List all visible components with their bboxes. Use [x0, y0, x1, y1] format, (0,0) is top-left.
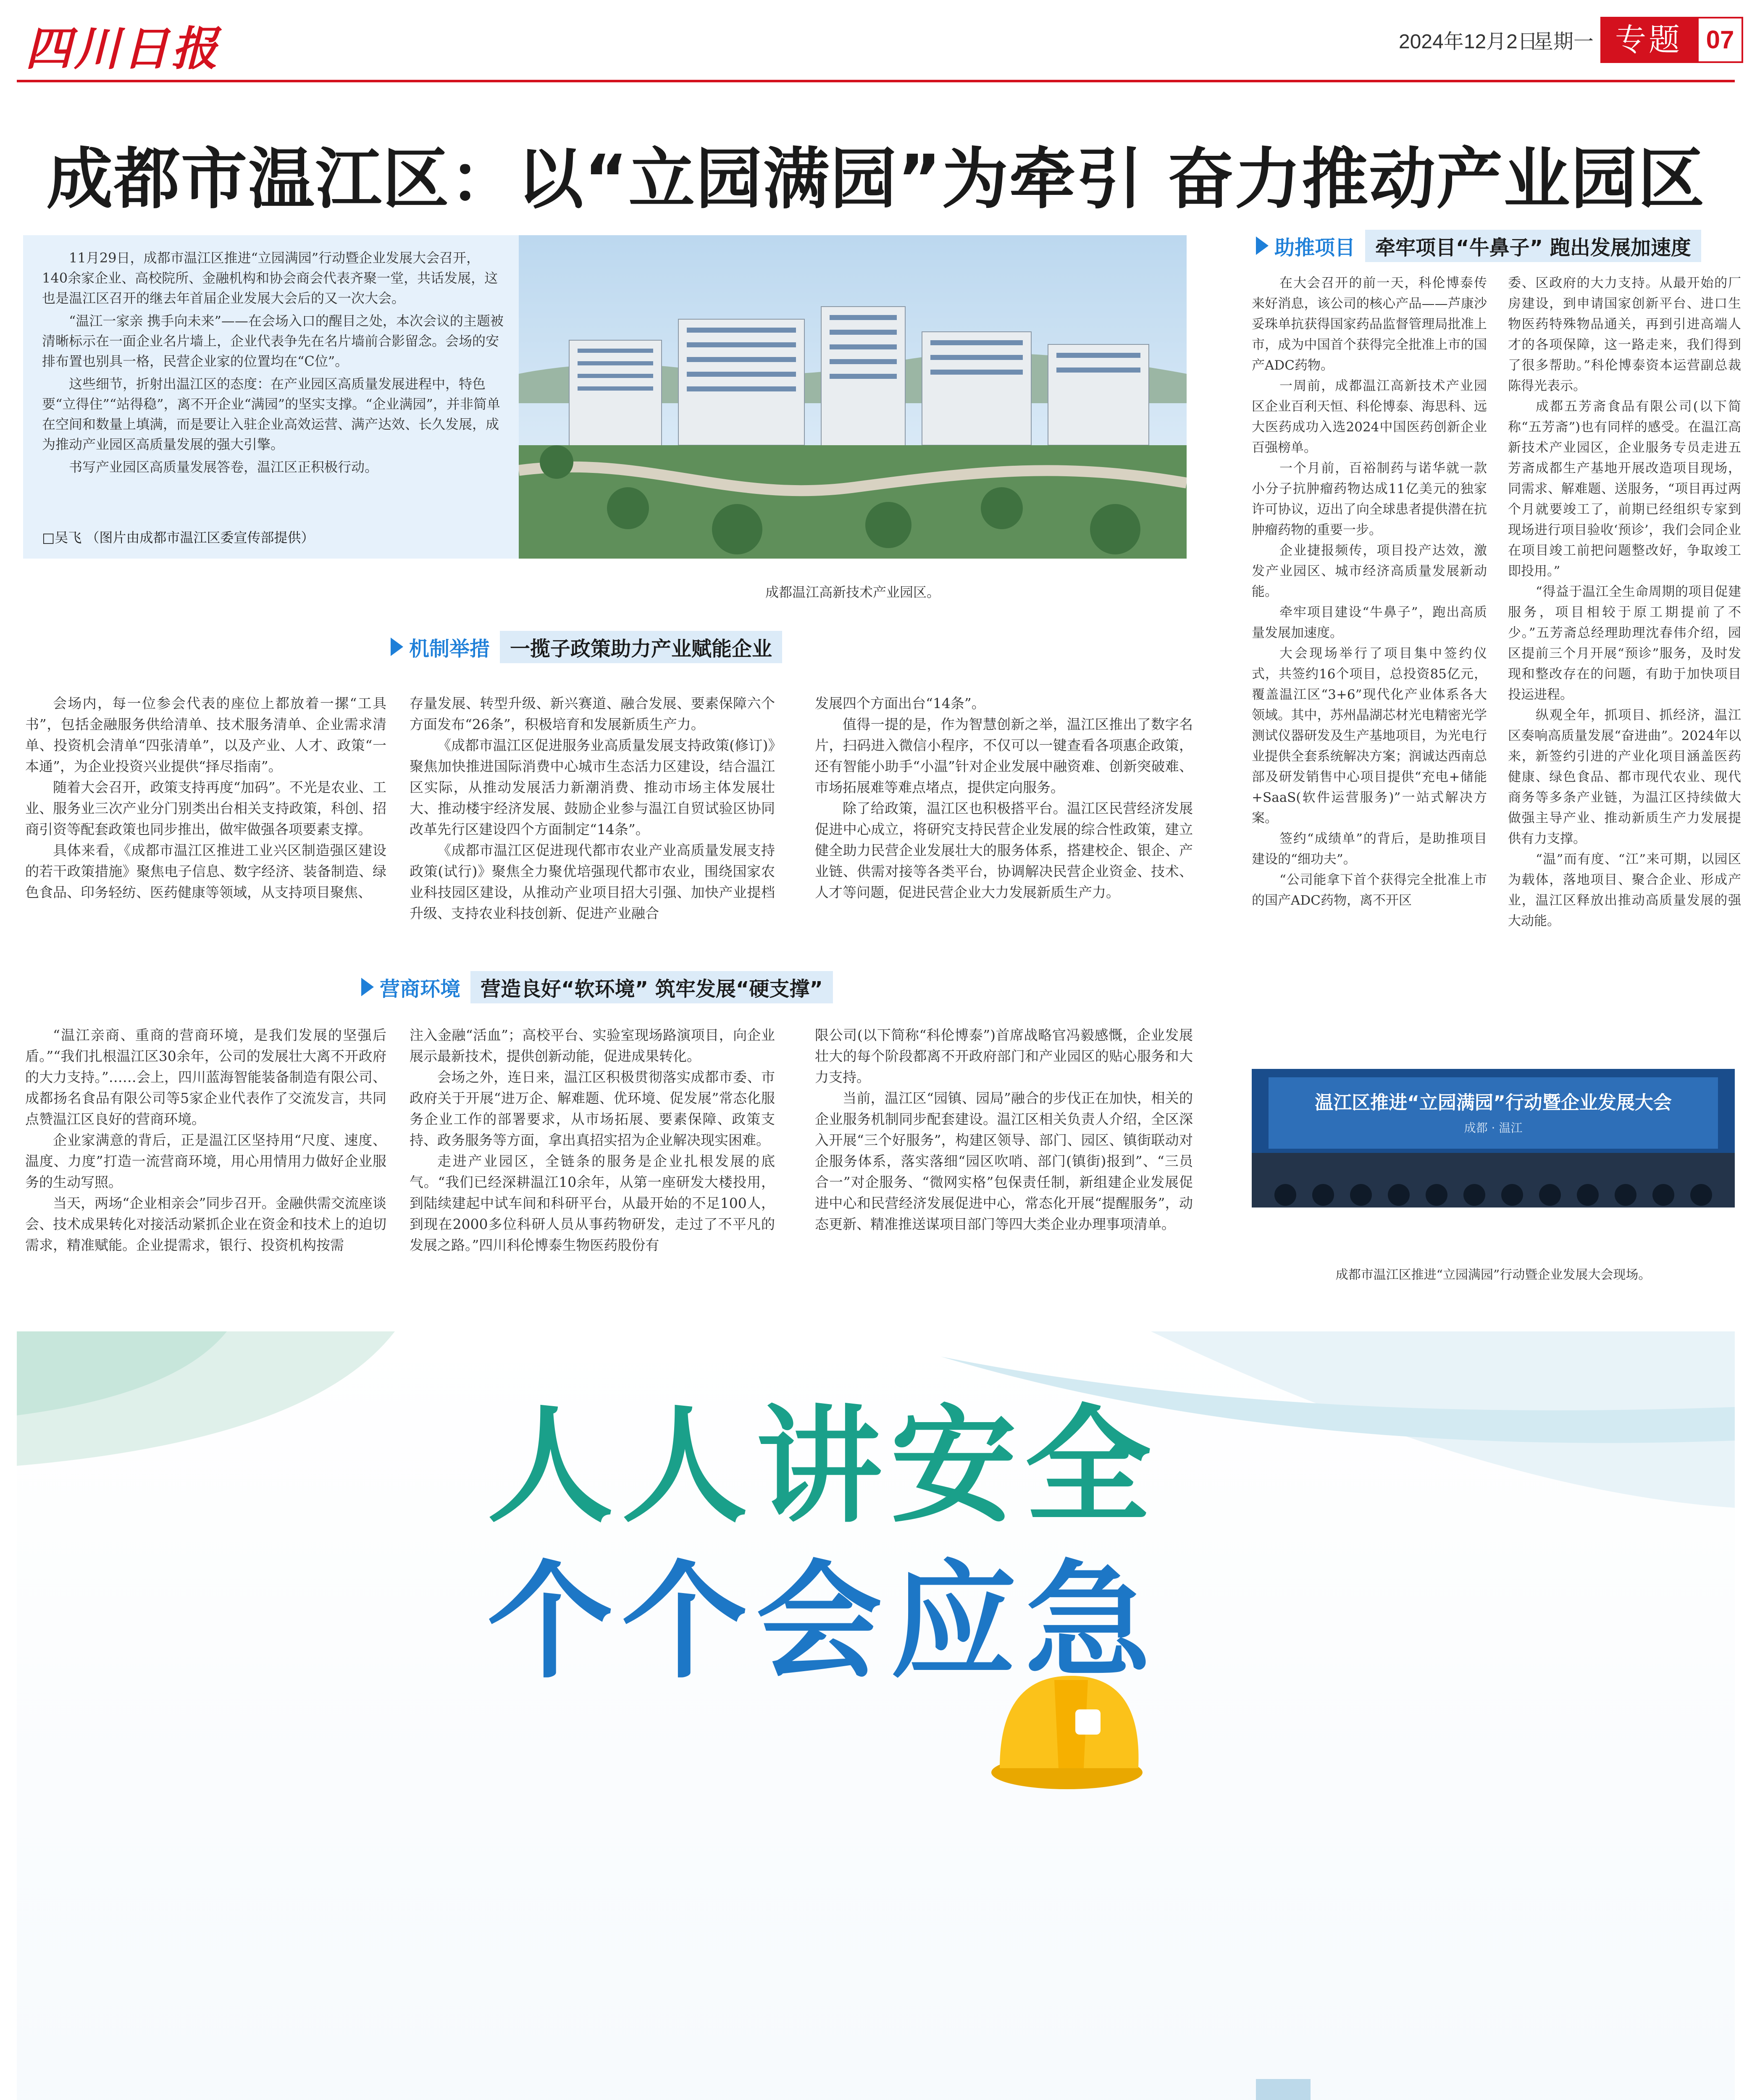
- article-paragraph: 《成都市温江区促进服务业高质量发展支持政策(修订)》聚焦加快推进国际消费中心城市生态活力区建设，结合温江区实际，从推动发展活力新潮消费、推动市场主体发展壮大、推动楼宇经济发展、鼓励企业参与温江自贸试验区协同改革先行区建设四个方面制定“14条”。: [410, 737, 775, 837]
- section-header-mechanism: [391, 632, 782, 662]
- photo-caption: 成都市温江区推进“立园满园”行动暨企业发展大会现场。: [1335, 1268, 1651, 1282]
- article-paragraph: 企业捷报频传，项目投产达效，激发产业园区、城市经济高质量发展新动能。: [1252, 543, 1487, 599]
- article-column: [1252, 273, 1487, 911]
- masthead: [0, 0, 1752, 88]
- article-paragraph: 注入金融“活血”；高校平台、实验室现场路演项目，向企业展示最新技术，提供创新动能，促进成果转化。: [410, 1027, 775, 1064]
- conference-photo: [1252, 1069, 1735, 1208]
- page-title: 成都市温江区：以“立园满园”为牵引 奋力推动产业园区: [46, 141, 1705, 218]
- article-column: [1508, 273, 1741, 932]
- section-label: 助推项目: [1274, 236, 1355, 260]
- article-paragraph: 限公司(以下简称“科伦博泰”)首席战略官冯毅感慨，企业发展壮大的每个阶段都离不开政府部门和产业园区的贴心服务和大力支持。: [815, 1027, 1193, 1085]
- article-paragraph: “温江亲商、重商的营商环境，是我们发展的坚强后盾。”“我们扎根温江区30余年，公司的发展壮大离不开政府的大力支持。”……会上，四川蓝海智能装备制造有限公司、成都扬名食品有限公司等5家企业代表作了交流发言，共同点赞温江区良好的营商环境。: [25, 1027, 386, 1127]
- lead-paragraph: 这些细节，折射出温江区的态度：在产业园区高质量发展进程中，特色要“立得住”“站得稳”，离不开企业“满园”的坚实支撑。“企业满园”，并非简单在空间和数量上填满，而是要让入驻企业高效运营、满产达效、长久发展，成为推动产业园区高质量发展的强大引擎。: [42, 376, 500, 452]
- article-column: [410, 693, 775, 924]
- article-paragraph: 在大会召开的前一天，科伦博泰传来好消息，该公司的核心产品——芦康沙妥珠单抗获得国家药品监督管理局批准上市，成为中国首个获得完全批准上市的国产ADC药物。: [1252, 276, 1487, 373]
- article-paragraph: 企业家满意的背后，正是温江区坚持用“尺度、速度、温度、力度”打造一流营商环境，用心用情用力做好企业服务的生动写照。: [25, 1132, 386, 1190]
- triangle-icon: [1256, 236, 1269, 255]
- lead-paragraph: “温江一家亲 携手向未来”——在会场入口的醒目之处，本次会议的主题被清晰标示在一面企业名片墙上，企业代表争先在名片墙前合影留念。会场的安排布置也别具一格，民营企业家的位置均在“C位”。: [42, 313, 504, 369]
- article-paragraph: “得益于温江全生命周期的项目促建服务，项目相较于原工期提前了不少。”五芳斋总经理助理沈春伟介绍，园区提前三个月开展“预诊”服务，及时发现和整改存在的问题，有助于加快项目投运进程。: [1508, 584, 1741, 702]
- section-header-environment: [361, 972, 833, 1002]
- lead-paragraph: 11月29日，成都市温江区推进“立园满园”行动暨企业发展大会召开，140余家企业、高校院所、金融机构和协会商会代表齐聚一堂，共话发展，这也是温江区召开的继去年首届企业发展大会后的又一次大会。: [42, 250, 498, 306]
- article-paragraph: 一个月前，百裕制药与诺华就一款小分子抗肿瘤药物达成11亿美元的独家许可协议，迈出了向全球患者提供潜在抗肿瘤药物的重要一步。: [1252, 461, 1487, 538]
- article-column: [815, 693, 1193, 903]
- article-paragraph: 走进产业园区，全链条的服务是企业扎根发展的底气。“我们已经深耕温江10余年，从第一座研发大楼投用，到陆续建起中试车间和科研平台，从最开始的不足100人，到现在2000多位科研人员从事药物研发，走过了不平凡的发展之路。”四川科伦博泰生物医药股份有: [410, 1153, 775, 1253]
- newspaper-logo: 四川日报: [25, 21, 220, 76]
- article-paragraph: 当前，温江区“园镇、园局”融合的步伐正在加快，相关的企业服务机制同步配套建设。温江区相关负责人介绍，全区深入开展“三个好服务”，构建区领导、部门、园区、镇街联动对企服务体系，落实落细“园区吹哨、部门(镇街)报到”、“三员合一”对企服务、“微网实格”包保责任制，新组建企业发展促进中心和民营经济发展促进中心，常态化开展“提醒服务”，动态更新、精准推送谋项目部门等四大类企业办理事项清单。: [815, 1090, 1193, 1232]
- stage-banner-title: 温江区推进“立园满园”行动暨企业发展大会: [1315, 1092, 1672, 1113]
- stage-banner-subtitle: 成都 · 温江: [1464, 1121, 1523, 1135]
- article-paragraph: 大会现场举行了项目集中签约仪式，共签约16个项目，总投资85亿元，覆盖温江区“3+6”现代化产业体系各大领域。其中，苏州晶湖芯材光电精密光学测试仪器研发及生产基地项目，为光电行业提供全套系统解决方案；润诚达西南总部及研发销售中心项目提供“充电+储能+SaaS(软件运营服务)”一站式解决方案。: [1252, 646, 1487, 826]
- industrial-park-photo: [519, 235, 1187, 559]
- section-title: 牵牢项目“牛鼻子” 跑出发展加速度: [1365, 230, 1701, 262]
- photo-caption: 成都温江高新技术产业园区。: [765, 584, 940, 600]
- author-credit: □吴飞 （图片由成都市温江区委宣传部提供）: [42, 530, 315, 546]
- industrial-park-illustration: [519, 235, 1187, 559]
- issue-date: 2024年12月2日: [1399, 31, 1538, 53]
- article-paragraph: 成都五芳斋食品有限公司(以下简称“五芳斋”)也有同样的感受。在温江高新技术产业园区，企业服务专员走进五芳斋成都生产基地开展改造项目现场，同需求、解难题、送服务，“项目再过两个月就要竣工了，前期已经组织专家到现场进行项目验收‘预诊’，我们会同企业在项目竣工前把问题整改好，争取竣工即投用。”: [1508, 399, 1741, 579]
- article-paragraph: 牵牢项目建设“牛鼻子”，跑出高质量发展加速度。: [1252, 605, 1487, 640]
- ad-slogan-line2: 个个会应急: [487, 1549, 1159, 1695]
- section-title: 一揽子政策助力产业赋能企业: [500, 631, 782, 663]
- section-label: 营商环境: [380, 977, 461, 1001]
- section-header-projects: [1256, 231, 1701, 260]
- article-column: [25, 1025, 386, 1256]
- article-paragraph: “温”而有度、“江”来可期，以园区为载体，落地项目、聚合企业、形成产业，温江区释放出推动高质量发展的强大动能。: [1508, 852, 1741, 929]
- lead-paragraph: 书写产业园区高质量发展答卷，温江区正积极行动。: [69, 459, 378, 475]
- article-paragraph: 会场内，每一位参会代表的座位上都放着一摞“工具书”，包括金融服务供给清单、技术服务清单、企业需求清单、投资机会清单“四张清单”，以及产业、人才、政策“一本通”，为企业投资兴业提供“择尽指南”。: [25, 695, 386, 774]
- issue-weekday: 星期一: [1533, 31, 1594, 53]
- triangle-icon: [361, 978, 374, 996]
- article-paragraph: 值得一提的是，作为智慧创新之举，温江区推出了数字名片，扫码进入微信小程序，不仅可以一键查看各项惠企政策，还有智能小助手“小温”针对企业发展中融资难、创新突破难、市场拓展难等难点堵点，提供定向服务。: [815, 716, 1193, 795]
- article-paragraph: “公司能拿下首个获得完全批准上市的国产ADC药物，离不开区: [1252, 872, 1487, 908]
- ad-slogan-line1: 人人讲安全: [487, 1393, 1159, 1540]
- article-paragraph: 除了给政策，温江区也积极搭平台。温江区民营经济发展促进中心成立，将研究支持民营企业发展的综合性政策，建立健全助力民营企业发展壮大的服务体系，搭建校企、银企、产业链、供需对接等各类平台，协调解决民营企业资金、技术、人才等问题，促进民营企业大力发展新质生产力。: [815, 800, 1193, 900]
- section-title: 营造良好“软环境” 筑牢发展“硬支撑”: [470, 971, 833, 1003]
- article-column: [815, 1025, 1193, 1235]
- article-paragraph: 会场之外，连日来，温江区积极贯彻落实成都市委、市政府关于开展“进万企、解难题、优环境、促发展”常态化服务企业工作的部署要求，从市场拓展、要素保障、政策支持、政务服务等方面，拿出真招实招为企业解决现实困难。: [410, 1069, 775, 1148]
- section-label: 机制举措: [409, 637, 490, 661]
- article-paragraph: 一周前，成都温江高新技术产业园区企业百利天恒、科伦博泰、海思科、远大医药成功入选2024中国医药创新企业百强榜单。: [1252, 378, 1487, 455]
- article-column: [25, 693, 386, 903]
- article-paragraph: 《成都市温江区促进现代都市农业产业高质量发展支持政策(试行)》聚焦全力聚优培强现代都市农业，围绕国家农业科技园区建设，从推动产业项目招大引强、加快产业提档升级、支持农业科技创新、促进产业融合: [410, 842, 775, 921]
- article-paragraph: 发展四个方面出台“14条”。: [815, 695, 985, 711]
- conference-illustration: [1252, 1069, 1735, 1208]
- article-paragraph: 委、区政府的大力支持。从最开始的厂房建设，到申请国家创新平台、进口生物医药特殊物品通关，再到引进高端人才的各项保障，这一路走来，我们得到了很多帮助。”科伦博泰资本运营副总裁陈得光表示。: [1508, 276, 1741, 394]
- page-number: 07: [1697, 17, 1743, 63]
- triangle-icon: [391, 638, 403, 656]
- article-paragraph: 当天，两场“企业相亲会”同步召开。金融供需交流座谈会、技术成果转化对接活动紧抓企业在资金和技术上的迫切需求，精准赋能。企业提需求，银行、投资机构按需: [25, 1195, 386, 1253]
- section-badge: 专题: [1600, 17, 1697, 63]
- article-column: [410, 1025, 775, 1256]
- article-paragraph: 签约“成绩单”的背后，是助推项目建设的“细功夫”。: [1252, 831, 1487, 867]
- masthead-divider: [17, 80, 1735, 82]
- lead-text: [42, 248, 504, 480]
- article-paragraph: 具体来看，《成都市温江区推进工业兴区制造强区建设的若干政策措施》聚焦电子信息、数字经济、装备制造、绿色食品、印务轻纺、医药健康等领域，从支持项目聚焦、: [25, 842, 386, 900]
- article-paragraph: 纵观全年，抓项目、抓经济，温江区奏响高质量发展“奋进曲”。2024年以来，新签约引进的产业化项目涵盖医药健康、绿色食品、都市现代农业、现代商务等多条产业链，为温江区持续做大做强主导产业、推动新质生产力发展提供有力支撑。: [1508, 708, 1741, 846]
- article-paragraph: 随着大会召开，政策支持再度“加码”。不光是农业、工业、服务业三次产业分门别类出台相关支持政策，科创、招商引资等配套政策也同步推出，做牢做强各项要素支撑。: [25, 779, 386, 837]
- article-paragraph: 存量发展、转型升级、新兴赛道、融合发展、要素保障六个方面发布“26条”，积极培育和发展新质生产力。: [410, 695, 775, 732]
